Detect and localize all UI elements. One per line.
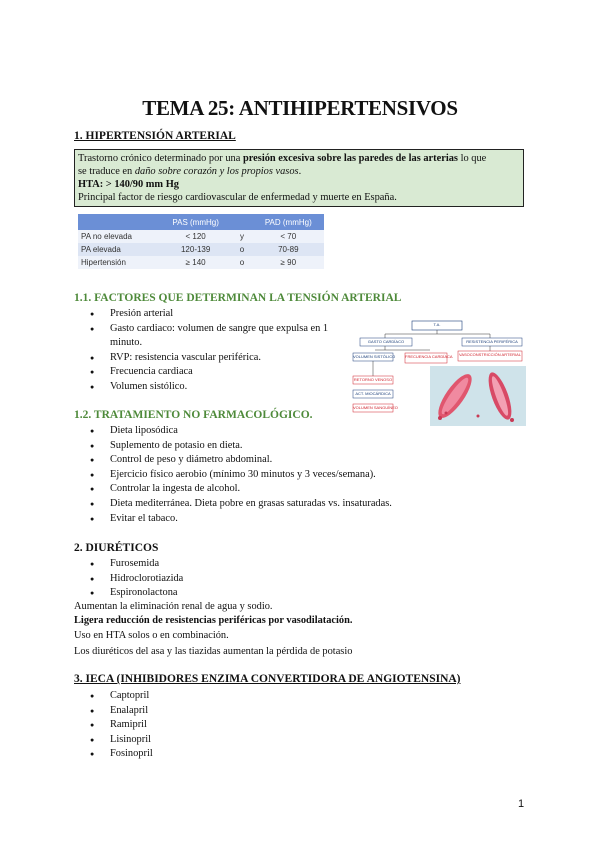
list-item: ● Dieta mediterránea. Dieta pobre en grasas saturadas vs. insaturadas. [90, 497, 510, 512]
section-heading-hta: 1. HIPERTENSIÓN ARTERIAL [74, 130, 236, 142]
definition-box: Trastorno crónico determinado por una presión excesiva sobre las paredes de las arterias lo que se traduce en daño sobre corazón y los propios vasos. HTA: > 140/90 mm Hg Principal factor de riesgo cardiovascular de enfermedad y muerte en España. [74, 149, 524, 207]
diureticos-list [90, 557, 390, 601]
diagram-label: ACT. MIOCÁRDICA [355, 391, 391, 396]
list-item: ● Furosemida [90, 557, 390, 572]
list-item: ● RVP: resistencia vascular periférica. [90, 351, 340, 366]
section-heading-ieca: 3. IECA (INHIBIDORES ENZIMA CONVERTIDORA DE ANGIOTENSINA) [74, 673, 461, 685]
diagram-label: FRECUENCIA CARDÍACA [405, 354, 453, 359]
table-row: Hipertensión ≥ 140 o ≥ 90 [78, 256, 324, 269]
table-header-row: PAS (mmHg) PAD (mmHg) [78, 214, 324, 230]
paragraph: Uso en HTA solos o en combinación. [74, 630, 229, 641]
list-item: ● Evitar el tabaco. [90, 512, 510, 527]
page-title: TEMA 25: ANTIHIPERTENSIVOS [142, 96, 458, 120]
page-number: 1 [518, 798, 525, 810]
list-item: ● Enalapril [90, 704, 390, 719]
paragraph: Los diuréticos del asa y las tiazidas aumentan la pérdida de potasio [74, 646, 353, 657]
diagram-label: VASOCONSTRICCIÓN ARTERIAL [458, 352, 522, 357]
list-item: ● Captopril [90, 689, 390, 704]
list-item: ● Gasto cardiaco: volumen de sangre que expulsa en 1 minuto. [90, 322, 340, 351]
list-item: ● Dieta liposódica [90, 424, 510, 439]
list-item: ● Suplemento de potasio en dieta. [90, 439, 510, 454]
tratamiento-list [90, 424, 510, 526]
diagram-label: VOLUMEN SANGUÍNEO [353, 405, 398, 410]
diagram-lines [350, 318, 528, 430]
list-item: ● Controlar la ingesta de alcohol. [90, 482, 510, 497]
list-item: ● Fosinopril [90, 747, 390, 762]
diagram-label: RETORNO VENOSO [353, 377, 393, 382]
list-item: ● Lisinopril [90, 733, 390, 748]
paragraph: Aumentan la eliminación renal de agua y sodio. [74, 601, 273, 612]
section-heading-tratamiento: 1.2. TRATAMIENTO NO FARMACOLÓGICO. [74, 409, 313, 421]
section-heading-factores: 1.1. FACTORES QUE DETERMINAN LA TENSIÓN ARTERIAL [74, 292, 402, 304]
section-heading-diureticos: 2. DIURÉTICOS [74, 542, 159, 554]
ieca-list [90, 689, 390, 762]
list-item: ● Ramipril [90, 718, 390, 733]
table-row: PA no elevada < 120 y < 70 [78, 230, 324, 243]
list-item: ● Hidroclorotiazida [90, 572, 390, 587]
tension-arterial-diagram [350, 318, 528, 430]
diagram-label: GASTO CARDÍACO [367, 339, 405, 344]
list-item: ● Ejercicio físico aerobio (mínimo 30 minutos y 3 veces/semana). [90, 468, 510, 483]
diagram-label: RESISTENCIA PERIFÉRICA [466, 339, 518, 344]
list-item: ● Control de peso y diámetro abdominal. [90, 453, 510, 468]
factores-list [90, 307, 340, 395]
blood-pressure-table [78, 214, 324, 269]
list-item: ● Volumen sistólico. [90, 380, 340, 395]
list-item: ● Frecuencia cardiaca [90, 365, 340, 380]
paragraph: Ligera reducción de resistencias periféricas por vasodilatación. [74, 615, 353, 626]
table-row: PA elevada 120-139 o 70-89 [78, 243, 324, 256]
diagram-label: T.A. [433, 322, 441, 327]
diagram-label: VOLUMEN SISTÓLICO [353, 354, 396, 359]
list-item: ● Presión arterial [90, 307, 340, 322]
list-item: ● Espironolactona [90, 586, 390, 601]
